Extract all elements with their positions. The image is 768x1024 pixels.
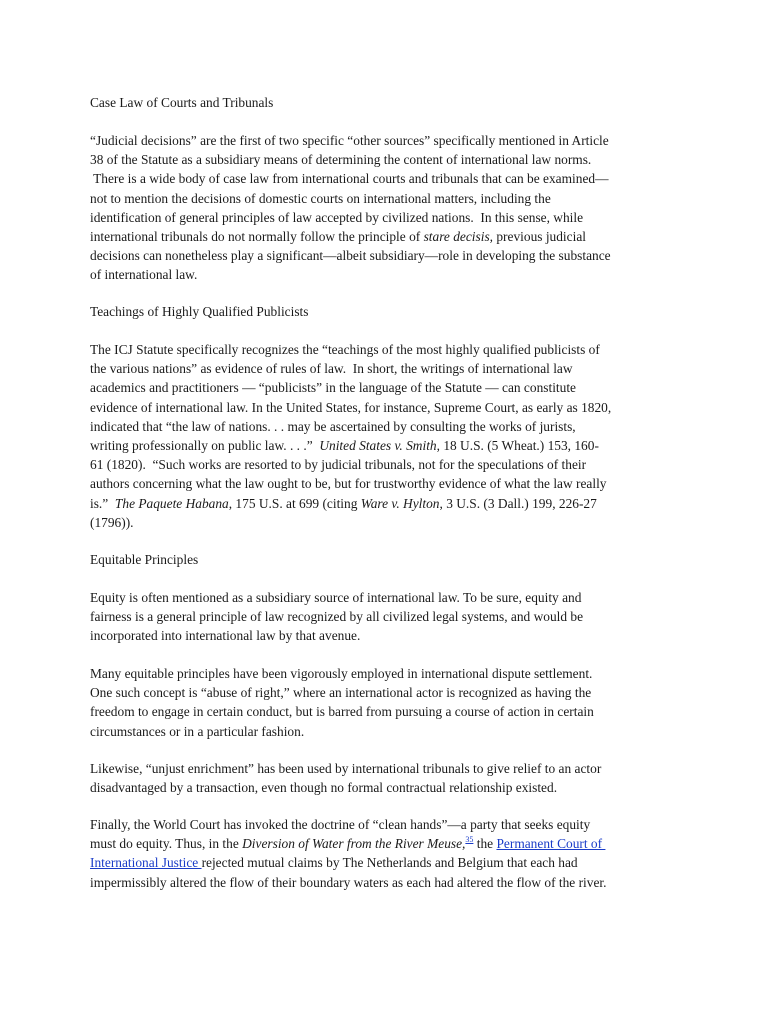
- paragraph-abuse-of-right: Many equitable principles have been vigorously employed in international dispute settlement. One such concept is “abuse of right,” where an international actor is recognized as having the freedom to engage in certain conduct, but is barred from pursuing a course of action in certain circumstances or in a particular fashion.: [90, 666, 594, 739]
- paragraph-equity-source: Equity is often mentioned as a subsidiary source of international law. To be sure, equity and fairness is a general principle of law recognized by all civilized legal systems, and would be incorporated into international law by that avenue.: [90, 590, 584, 644]
- case-name-ware-v-hylton: Ware v. Hylton: [360, 495, 440, 511]
- italic-stare-decisis: stare decisis,: [423, 229, 494, 245]
- case-name-us-v-smith: United States v. Smith: [319, 438, 437, 454]
- paragraph-publicists: The ICJ Statute specifically recognizes the “teachings of the most highly qualified publicists of the various nations” as evidence of rules of law. In short, the writings of international law academics and practitioners — “publicists” in the language of the Statute — can constitute evidence of international law. In the United States, for instance, Supreme Court, as early as 1820, indicated that “the law of nations. . . may be ascertained by consulting the works of jurists, writing professionally on public law. . . .” United States v. Smith, 18 U.S. (5 Wheat.) 153, 160- 61 (1820). “Such works are resorted to by judicial tribunals, not for the speculations of their authors concerning what the law ought to be, but for trustworthy evidence of what the law really is.” The Paquete Habana, 175 U.S. at 699 (citing Ware v. Hylton, 3 U.S. (3 Dall.) 199, 226-27 (1796)).: [90, 342, 612, 530]
- footnote-ref-35[interactable]: 35: [465, 835, 474, 845]
- link-permanent-court[interactable]: Permanent Court of: [496, 836, 606, 852]
- paragraph-clean-hands: Finally, the World Court has invoked the doctrine of “clean hands”—a party that seeks equity must do equity. Thus, in the Diversion of Water from the River Meuse,$^{35}$ the Permanent Court of International Justice rejected mutual claims by The Netherlands and Belgium that each had impermissibly altered the flow of their boundary waters as each had altered the flow of the river.: [90, 817, 607, 890]
- link-international-justice[interactable]: International Justice: [90, 855, 202, 871]
- heading-case-law: Case Law of Courts and Tribunals: [90, 95, 274, 110]
- heading-publicists: Teachings of Highly Qualified Publicists: [90, 304, 309, 319]
- paragraph-judicial-decisions: “Judicial decisions” are the first of two specific “other sources” specifically mentioned in Article 38 of the Statute as a subsidiary means of determining the content of international law norms. There is a wide body of case law from international courts and tribunals that can be examined— not to mention the decisions of domestic courts on international matters, including the identification of general principles of law accepted by civilized nations. In this sense, while international tribunals do not normally follow the principle of stare decisis, previous judicial decisions can nonetheless play a significant—albeit subsidiary—role in developing the substance of international law.: [90, 133, 611, 283]
- heading-equitable-principles: Equitable Principles: [90, 552, 199, 567]
- case-name-river-meuse: Diversion of Water from the River Meuse,: [242, 836, 466, 852]
- paragraph-unjust-enrichment: Likewise, “unjust enrichment” has been used by international tribunals to give relief to an actor disadvantaged by a transaction, even though no formal contractual relationship existed.: [90, 761, 602, 796]
- case-name-paquete-habana: The Paquete Habana: [114, 495, 229, 511]
